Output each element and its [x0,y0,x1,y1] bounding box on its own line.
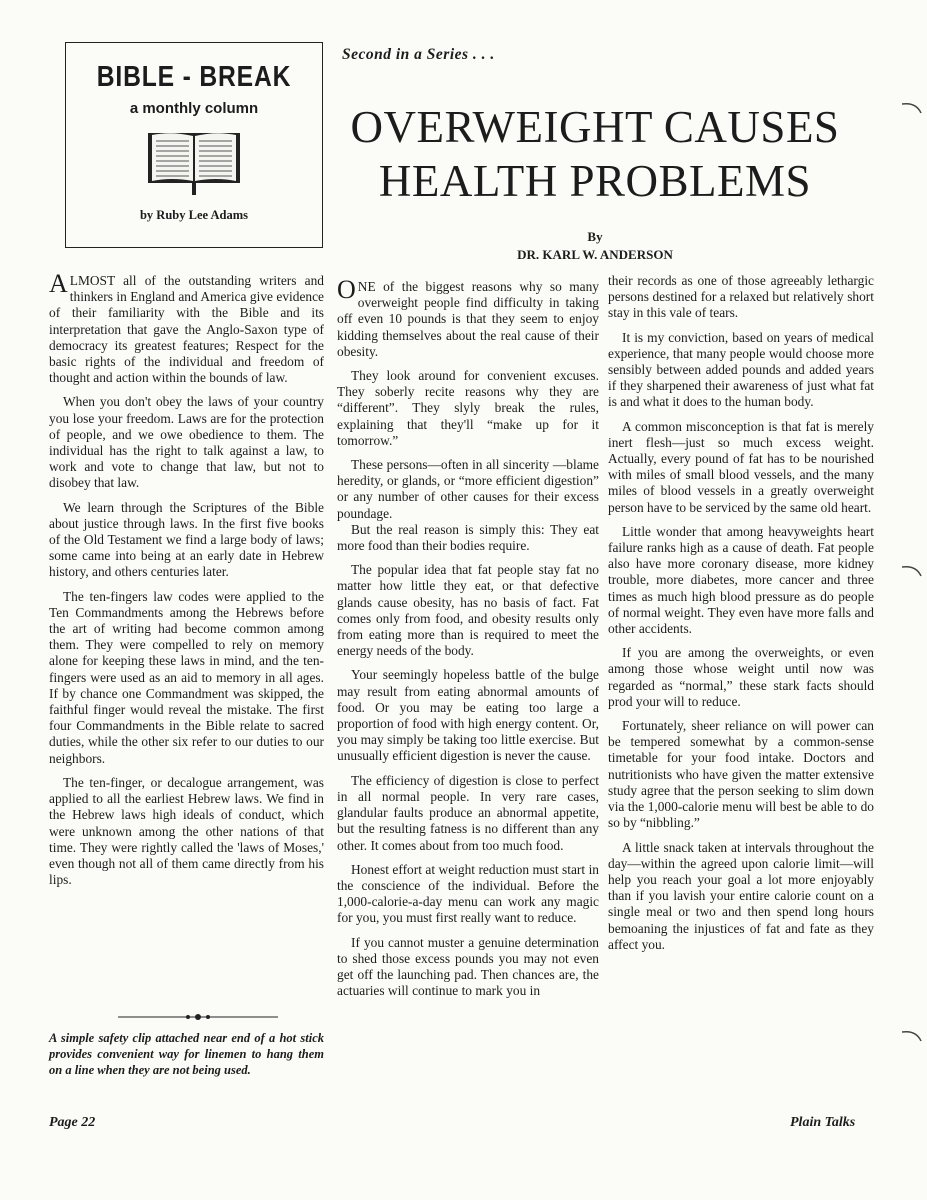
series-label: Second in a Series . . . [342,46,495,63]
paragraph: We learn through the Scriptures of the Bible about justice through laws. In the first five books of the Old Testament we find a large body of laws; some came into being at an early date in Hebrew history, and others centuries later. [49,499,324,580]
bible-break-column [49,269,324,896]
drop-cap: A [49,269,68,298]
binding-hole-mark [902,563,922,577]
paragraph: When you don't obey the laws of your country you lose your freedom. Laws are for the protection of people, and we owe obedience to them. The individual has the right to talk against a law, to work and vote to change that law, but not to disobey that law. [49,394,324,491]
binding-hole-mark [902,100,922,114]
paragraph [49,269,324,386]
page-number: Page 22 [49,1115,96,1130]
magazine-name: Plain Talks [790,1115,856,1130]
title-line-1: OVERWEIGHT CAUSES [350,102,840,152]
paragraph: their records as one of those agreeably lethargic persons destined for a relaxed but relatively short stay in this vale of tears. [608,273,874,321]
paragraph: Your seemingly hopeless battle of the bulge may result from eating abnormal amounts of food. Or you may be eating too large a proportion of food with high energy content. Or, you may simply be taking too little exercise. But unusually efficient digestion is never the cause. [337,667,599,764]
column-byline: by Ruby Lee Adams [139,208,248,222]
drop-cap: O [337,275,356,304]
paragraph: Fortunately, sheer reliance on will power can be tempered somewhat by a common-sense timetable for your food intake. Doctors and nutritionists who have given the matter extensive study agree that the person seeking to slim down via the 1,000-calorie menu will best be able to do so by “nibbling.” [608,718,874,831]
paragraph: If you cannot muster a genuine determination to shed those excess pounds you may not even get off the launching pad. Then chances are, the actuaries will continue to mark you in [337,934,599,999]
bible-break-box [65,42,323,248]
title-line-2: HEALTH PROBLEMS [378,156,812,206]
paragraph: A common misconception is that fat is merely inert flesh—just so much excess weight. Actually, every pound of fat has to be nourished with miles of small blood vessels, and the many miles of blood vessels in a greatly overweight person have to be serviced by the same old heart. [608,418,874,515]
open-bible-icon [144,127,244,197]
paragraph: The ten-fingers law codes were applied to the Ten Commandments among the Hebrews before the art of writing had become common among them. They were compelled to rely on memory alone for keeping these laws in mind, and the ten-fingers were used as an aid to memory in all ages. If by chance one Commandment was skipped, the faithful finger would reveal the mistake. The first four Commandments in the Bible relate to sacred duties, while the other six refer to our duties to our neighbors. [49,588,324,766]
paragraph: The ten-finger, or decalogue arrangement, was applied to all the earliest Hebrew laws. We find in the Hebrew laws high ideals of conduct, which were unknown among the other nations of that time. They were rightly called the 'laws of Moses,' even though not all of them came directly from his lips. [49,774,324,888]
paragraph-text: NE of the biggest reasons why so many overweight people find difficulty in taking off even 10 pounds is that they seem to enjoy kidding themselves about the real cause of their obesity. [337,279,599,359]
binding-hole-mark [902,1028,922,1042]
paragraph-text: LMOST all of the outstanding writers and thinkers in England and America give evidence of their familiarity with the Bible and its interpretation that gave the Anglo-Saxon type of democracy its greatest features; Respect for the basic rights of the individual and freedom of thought and action within the bounds of law. [49,273,324,386]
paragraph: But the real reason is simply this: They eat more food than their bodies require. [337,521,599,554]
paragraph: The efficiency of digestion is close to perfect in all normal people. In very rare cases, glandular faults produce an abnormal appetite, but the resulting fatness is no different than any other. It comes about from too much food. [337,772,599,853]
photo-caption: A simple safety clip attached near end of a hot stick provides convenient way for linemen to hang them on a line when they are not being used. [49,1031,324,1077]
paragraph: These persons—often in all sincerity —blame heredity, or glands, or “more efficient digestion” or any number of other causes for their excess poundage. [337,457,599,521]
paragraph: It is my conviction, based on years of medical experience, that many people would choose more sensibly between added pounds and added years if they sharpened their awareness of just what fat is and what it does to the human body. [608,329,874,410]
paragraph: They look around for convenient excuses. They soberly recite reasons why they are “different”. They slyly break the rules, explaining that they'll “make up for it tomorrow.” [337,368,599,448]
column-title: BIBLE - BREAK [96,61,292,93]
author-name: DR. KARL W. ANDERSON [517,247,673,262]
article-column-2 [608,273,874,961]
ornamental-divider [118,1012,278,1022]
paragraph: Honest effort at weight reduction must start in the conscience of the individual. Before the 1,000-calorie-a-day menu can work any magic for you, you must first really want to reduce. [337,861,599,926]
by-label: By [587,229,603,244]
article-title [330,100,860,208]
paragraph: The popular idea that fat people stay fat no matter how little they eat, or that defective glands cause obesity, has no basis of fact. Fat comes only from food, and obesity results only from eating more than is required to meet the energy needs of the body. [337,562,599,659]
paragraph: If you are among the overweights, or even among those whose weight until now was regarded as “normal,” these stark facts should prod your will to reduce. [608,645,874,709]
paragraph [337,275,599,360]
paragraph: Little wonder that among heavyweights heart failure ranks high as a cause of death. Fat people also have more coronary disease, more kidney trouble, more diabetes, more cancer and three times as much high blood pressure as do people of normal weight. They even have more falls and other accidents. [608,523,874,637]
column-subtitle: a monthly column [129,100,259,117]
article-column-1 [337,275,599,1007]
paragraph: A little snack taken at intervals throughout the day—within the agreed upon calorie limit—will help you reach your goal a lot more enjoyably than if you lavish your entire calorie count on a single meal or two and then spend long hours bemoaning the injustices of fat and fate as they affect you. [608,839,874,952]
article-byline [330,228,860,264]
